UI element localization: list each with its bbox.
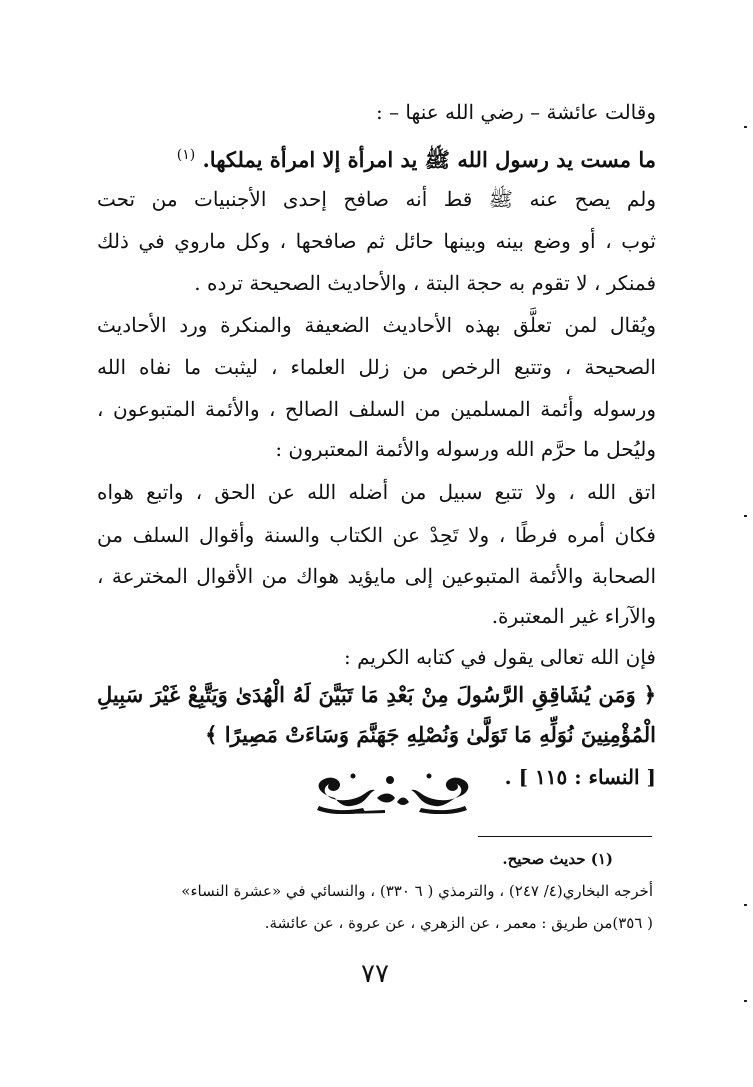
text-line: الصحيحة ، وتتبع الرخص من زلل العلماء ، ليثبت ما نفاه الله [97, 355, 656, 379]
text-line: والآراء غير المعتبرة. [491, 604, 656, 628]
text-line: فمنكر ، لا تقوم به حجة البتة ، والأحاديث الصحيحة ترده . [194, 271, 656, 295]
scan-speck [744, 1000, 747, 1002]
text-line: الصحابة والأئمة المتبوعين إلى مايؤيد هواك من الأقوال المخترعة ، [97, 564, 656, 588]
footnote-heading: (١) حديث صحيح. [502, 850, 613, 868]
footnote-marker: (١) [176, 147, 196, 163]
text-line: وليُحل ما حرَّم الله ورسوله والأئمة المعتبرون : [275, 437, 656, 461]
text-line: ثوب ، أو وضع بينه وبينها حائل ثم صافحها ، وكل ماروي في ذلك [97, 229, 656, 253]
page-number: ٧٧ [361, 959, 389, 989]
hadith-line [177, 140, 656, 175]
scan-speck [744, 515, 747, 517]
footnote-text: ( ٣٥٦)من طريق : معمر ، عن الزهري ، عن عروة ، عن عائشة. [264, 914, 653, 932]
text-line: اتق الله ، ولا تتبع سبيل من أضله الله عن الحق ، واتبع هواه [97, 480, 656, 504]
text-line: ويُقال لمن تعلَّق بهذه الأحاديث الضعيفة والمنكرة ورد الأحاديث [97, 313, 656, 337]
text-line: فكان أمره فرطًا ، ولا تَحِدْ عن الكتاب والسنة وأقوال السلف من [97, 523, 656, 547]
scan-speck [744, 904, 747, 906]
floral-divider-icon [305, 768, 475, 814]
scan-speck [744, 126, 747, 128]
hadith-text: ما مست يد رسول الله ﷺ يد امرأة إلا امرأة يملكها. [202, 147, 656, 172]
quran-verse-line: ﴿ وَمَن يُشَاقِقِ الرَّسُولَ مِنْ بَعْدِ مَا تَبَيَّنَ لَهُ الْهُدَىٰ وَيَتَّبِعْ غَيْرَ سَبِيلِ [97, 682, 656, 707]
verse-citation: [ النساء : ١١٥ ] . [504, 765, 656, 789]
footnote-separator [478, 836, 652, 837]
footnote-text: أخرجه البخاري(٤/ ٢٤٧) ، والترمذي ( ٦ ٣٣٠) ، والنسائي في «عشرة النساء» [181, 882, 653, 900]
text-line: وقالت عائشة – رضي الله عنها – : [375, 100, 656, 124]
text-line: ورسوله وأئمة المسلمين من السلف الصالح ، والأئمة المتبوعون ، [97, 397, 656, 421]
text-line: فإن الله تعالى يقول في كتابه الكريم : [344, 645, 656, 669]
quran-verse-line: الْمُؤْمِنِينَ نُوَلِّهِ مَا تَوَلَّىٰ وَنُصْلِهِ جَهَنَّمَ وَسَاءَتْ مَصِيرًا ﴾ [205, 722, 656, 747]
text-line: ولم يصح عنه ﷺ قط أنه صافح إحدى الأجنبيات من تحت [97, 187, 656, 211]
